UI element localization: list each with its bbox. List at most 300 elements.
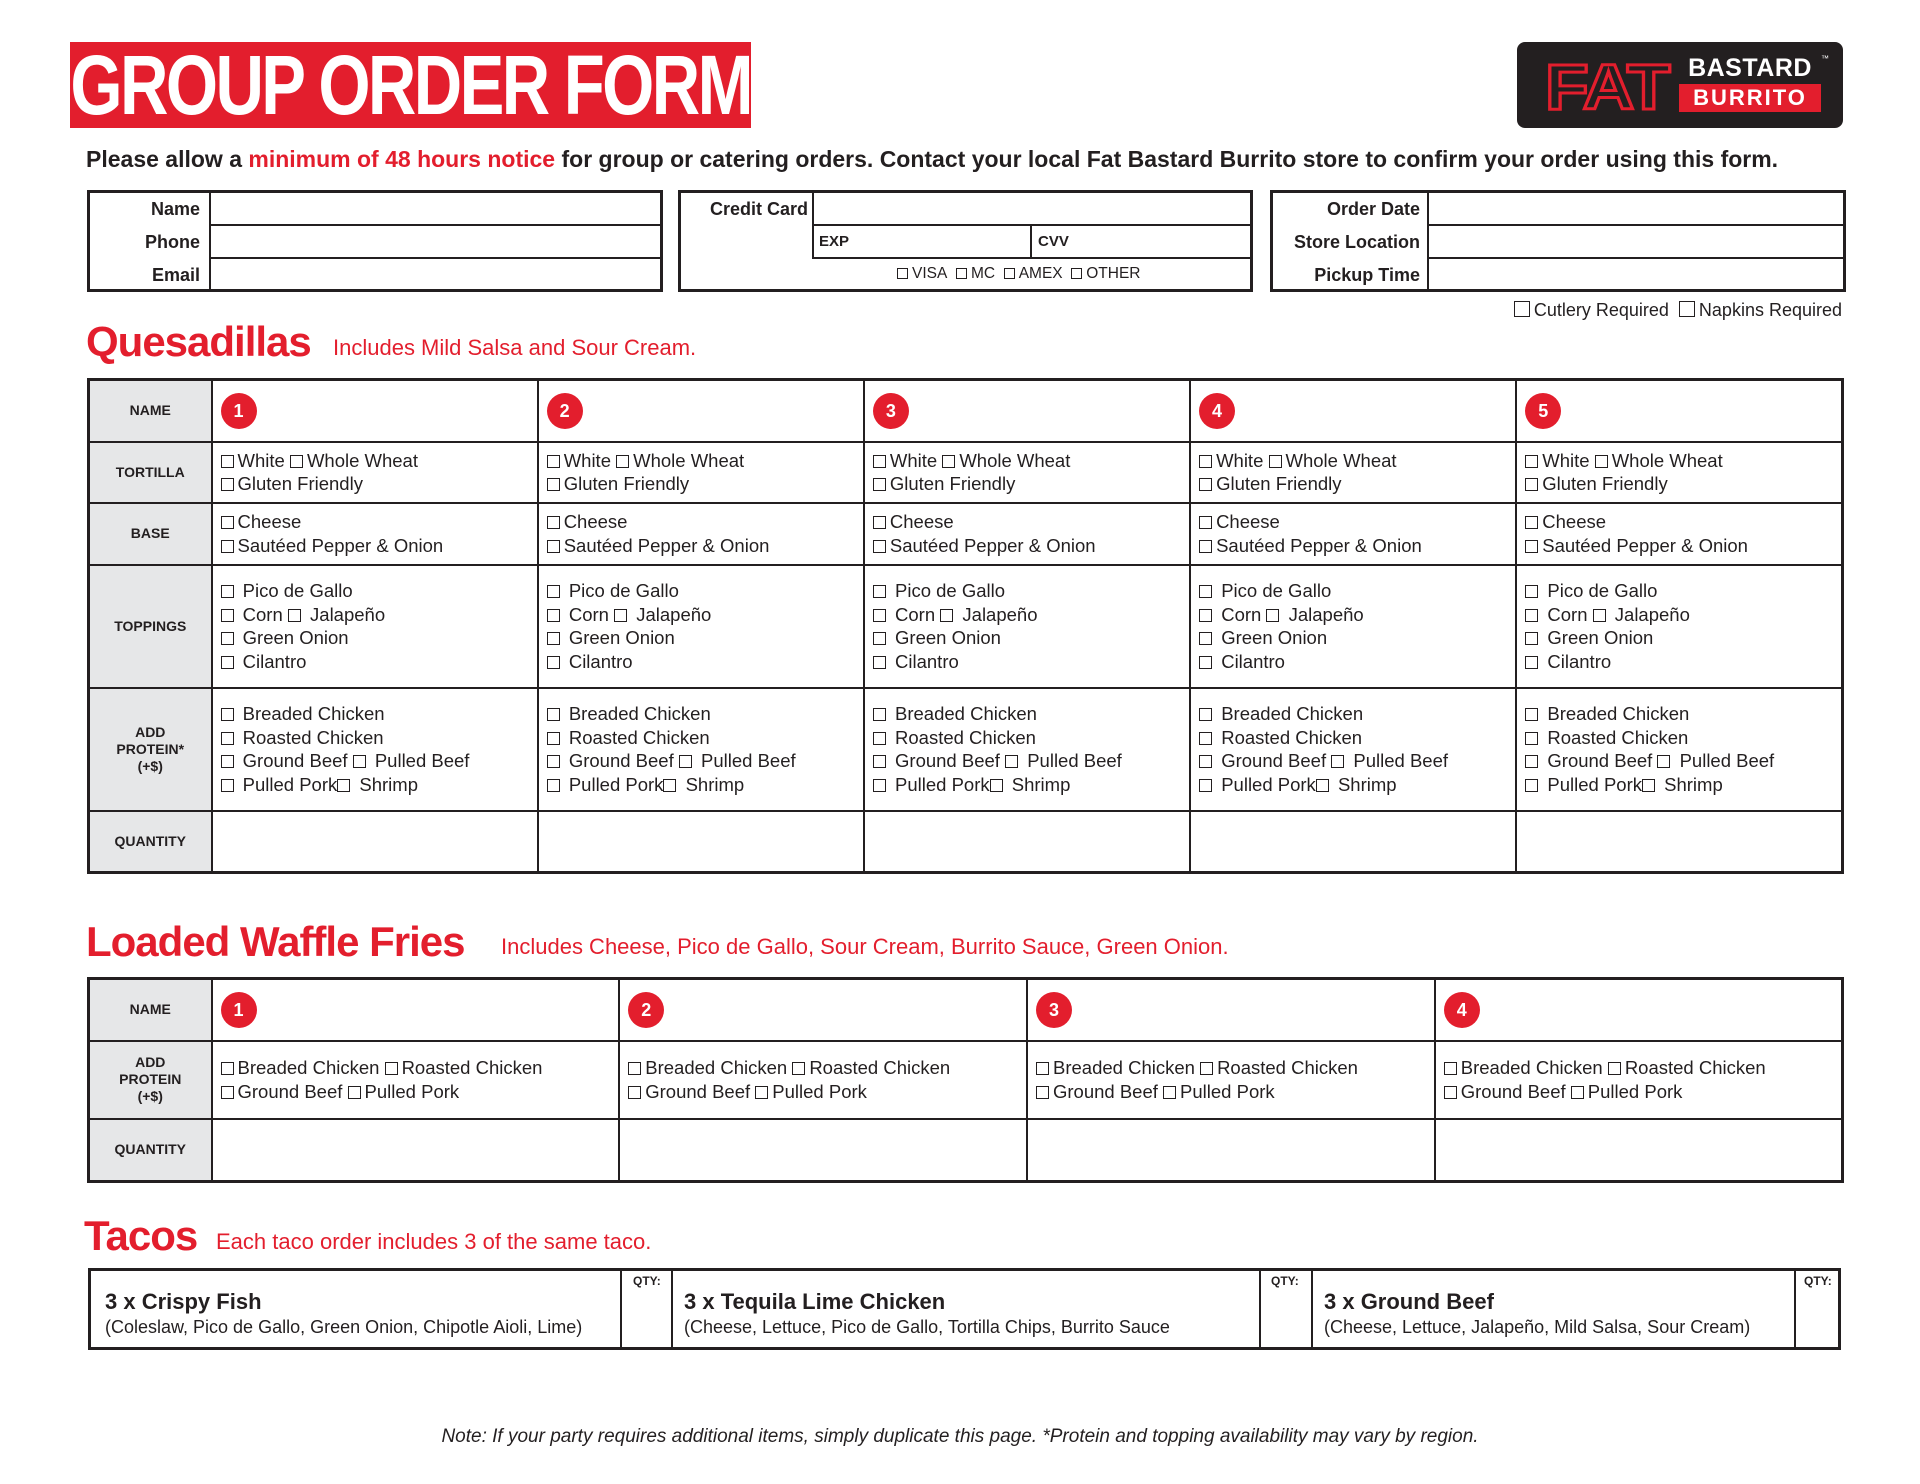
taco-qty-field[interactable] xyxy=(622,1271,660,1347)
row-label-protein-line: PROTEIN* xyxy=(116,740,185,757)
option-green-onion[interactable] xyxy=(1199,627,1327,648)
checkbox-icon[interactable] xyxy=(1005,755,1018,768)
checkbox-icon[interactable] xyxy=(663,779,676,792)
option-pulled-beef[interactable] xyxy=(1331,750,1448,771)
checkbox-icon[interactable] xyxy=(547,609,560,622)
quesadillas-subtitle: Includes Mild Salsa and Sour Cream. xyxy=(333,335,697,360)
option-label: Sautéed Pepper & Onion xyxy=(237,534,444,556)
row-label-name: NAME xyxy=(89,380,212,442)
option-breaded-chicken[interactable] xyxy=(547,703,711,724)
checkbox-icon[interactable] xyxy=(1525,540,1538,553)
checkbox-icon[interactable] xyxy=(616,455,629,468)
option-pico[interactable] xyxy=(873,580,1005,601)
option-pulled-pork[interactable] xyxy=(755,1081,867,1102)
checkbox-icon[interactable] xyxy=(221,609,234,622)
checkbox-icon[interactable] xyxy=(547,540,560,553)
checkbox-icon[interactable] xyxy=(547,516,560,529)
checkbox-icon[interactable] xyxy=(1593,609,1606,622)
option-label: Gluten Friendly xyxy=(237,473,363,494)
checkbox-icon[interactable] xyxy=(1199,540,1212,553)
option-label: Cheese xyxy=(563,511,628,532)
option-white[interactable] xyxy=(873,450,937,471)
email-field[interactable] xyxy=(212,259,660,289)
option-pepper-onion[interactable] xyxy=(547,535,770,556)
row-label-protein-line: (+$) xyxy=(137,1088,163,1104)
option-pepper-onion[interactable] xyxy=(1525,535,1748,556)
checkbox-icon[interactable] xyxy=(1036,1062,1049,1075)
option-green-onion[interactable] xyxy=(221,627,349,648)
store-location-label: Store Location xyxy=(1293,232,1420,252)
napkins-option[interactable] xyxy=(1679,300,1842,320)
checkbox-icon[interactable] xyxy=(290,455,303,468)
option-breaded-chicken[interactable] xyxy=(628,1057,787,1078)
checkbox-icon[interactable] xyxy=(1199,585,1212,598)
checkbox-icon[interactable] xyxy=(1525,708,1538,721)
checkbox-icon[interactable] xyxy=(873,632,886,645)
checkbox-icon[interactable] xyxy=(1525,656,1538,669)
taco-item-name: 3 x Tequila Lime Chicken xyxy=(684,1289,946,1314)
exp-field[interactable] xyxy=(857,226,1027,257)
checkbox-icon[interactable] xyxy=(221,516,234,529)
option-corn[interactable] xyxy=(873,604,935,625)
checkbox-icon[interactable] xyxy=(755,1086,768,1099)
checkbox-icon[interactable] xyxy=(1571,1086,1584,1099)
option-label: White xyxy=(237,449,285,471)
option-pulled-pork[interactable] xyxy=(1525,774,1642,795)
quesadilla-base-row xyxy=(89,503,1843,565)
quesadilla-name-cell[interactable] xyxy=(1516,380,1842,442)
quesadilla-name-cell[interactable] xyxy=(1190,380,1516,442)
option-pepper-onion[interactable] xyxy=(1199,535,1422,556)
checkbox-icon[interactable] xyxy=(348,1086,361,1099)
name-label: Name xyxy=(150,199,200,219)
phone-label: Phone xyxy=(144,232,200,252)
option-ground-beef[interactable] xyxy=(873,750,1000,771)
option-gluten-friendly[interactable] xyxy=(547,473,689,494)
option-label: Roasted Chicken xyxy=(1547,726,1689,748)
checkbox-icon[interactable] xyxy=(547,478,560,491)
quantity-cell[interactable] xyxy=(864,811,1190,873)
option-whole-wheat[interactable] xyxy=(1595,450,1723,471)
option-jalapeno[interactable] xyxy=(1593,604,1690,625)
checkbox-icon[interactable] xyxy=(221,1086,234,1099)
row-label-quantity: QUANTITY xyxy=(89,1119,212,1182)
page-title: GROUP ORDER FORM xyxy=(70,36,751,132)
quesadilla-quantity-row xyxy=(89,811,1843,873)
option-white[interactable] xyxy=(1199,450,1263,471)
qty-label: QTY: xyxy=(1271,1274,1299,1288)
checkbox-icon[interactable] xyxy=(1525,516,1538,529)
quesadilla-name-cell[interactable] xyxy=(864,380,1190,442)
option-roasted-chicken[interactable] xyxy=(221,727,384,748)
card-type-other[interactable] xyxy=(1071,265,1140,282)
pickup-time-label: Pickup Time xyxy=(1314,265,1420,285)
option-white[interactable] xyxy=(221,450,285,471)
checkbox-icon[interactable] xyxy=(873,540,886,553)
option-roasted-chicken[interactable] xyxy=(1525,727,1688,748)
option-breaded-chicken[interactable] xyxy=(873,703,1037,724)
checkbox-icon[interactable] xyxy=(873,585,886,598)
option-cilantro[interactable] xyxy=(1525,651,1611,672)
checkbox-icon[interactable] xyxy=(873,478,886,491)
option-corn[interactable] xyxy=(547,604,609,625)
option-roasted-chicken[interactable] xyxy=(1608,1057,1766,1078)
checkbox-icon[interactable] xyxy=(1199,779,1212,792)
option-cheese[interactable] xyxy=(1525,511,1606,532)
checkbox-icon[interactable] xyxy=(1331,755,1344,768)
checkbox-icon[interactable] xyxy=(792,1062,805,1075)
checkbox-icon[interactable] xyxy=(873,516,886,529)
option-pulled-beef[interactable] xyxy=(679,750,796,771)
option-pepper-onion[interactable] xyxy=(873,535,1096,556)
option-label: Gluten Friendly xyxy=(563,473,690,494)
option-label: Pulled Beef xyxy=(1027,750,1122,771)
checkbox-icon[interactable] xyxy=(221,1062,234,1075)
option-roasted-chicken[interactable] xyxy=(1199,727,1362,748)
checkbox-icon[interactable] xyxy=(385,1062,398,1075)
quantity-cell[interactable] xyxy=(1190,811,1516,873)
checkbox-icon[interactable] xyxy=(873,609,886,622)
option-label: Ground Beef xyxy=(895,750,1000,771)
protein-options-cell xyxy=(1516,688,1842,811)
row-label-protein xyxy=(89,1041,212,1119)
checkbox-icon[interactable] xyxy=(288,609,301,622)
checkbox-icon[interactable] xyxy=(679,755,692,768)
option-label: Breaded Chicken xyxy=(1053,1057,1195,1078)
option-label: Pulled Pork xyxy=(1221,773,1316,795)
option-label: Shrimp xyxy=(1664,773,1723,795)
checkbox-icon[interactable] xyxy=(1525,779,1538,792)
option-label: Pulled Pork xyxy=(568,773,664,795)
option-label: Ground Beef xyxy=(1221,750,1327,771)
checkbox-icon[interactable] xyxy=(221,478,234,491)
option-label: Pulled Pork xyxy=(242,773,338,795)
checkbox-icon[interactable] xyxy=(547,455,560,468)
option-ground-beef[interactable] xyxy=(1036,1081,1158,1102)
checkbox-icon[interactable] xyxy=(547,732,560,745)
option-pulled-beef[interactable] xyxy=(1657,750,1774,771)
checkbox-icon[interactable] xyxy=(221,708,234,721)
taco-item-name: 3 x Crispy Fish xyxy=(105,1289,262,1314)
checkbox-icon[interactable] xyxy=(1163,1086,1176,1099)
quesadilla-name-cell[interactable] xyxy=(538,380,864,442)
option-pico[interactable] xyxy=(547,580,679,601)
option-label: Green Onion xyxy=(1221,627,1328,648)
checkbox-icon[interactable] xyxy=(1525,755,1538,768)
option-label: Sautéed Pepper & Onion xyxy=(563,534,770,556)
quesadillas-table xyxy=(87,378,1844,874)
option-pico[interactable] xyxy=(1199,580,1331,601)
checkbox-icon[interactable] xyxy=(337,779,350,792)
option-jalapeno[interactable] xyxy=(1266,604,1363,625)
option-cilantro[interactable] xyxy=(547,651,633,672)
card-type-amex[interactable] xyxy=(1004,265,1063,282)
base-options-cell xyxy=(1516,503,1842,565)
option-pulled-pork[interactable] xyxy=(1571,1081,1683,1102)
option-label: Cheese xyxy=(237,511,302,532)
option-cilantro[interactable] xyxy=(221,651,307,672)
option-label: Ground Beef xyxy=(1547,750,1653,771)
number-badge-icon: 3 xyxy=(873,393,909,429)
checkbox-icon[interactable] xyxy=(221,732,234,745)
option-pulled-pork[interactable] xyxy=(221,774,338,795)
checkbox-icon[interactable] xyxy=(221,656,234,669)
checkbox-icon[interactable] xyxy=(1525,455,1538,468)
checkbox-icon[interactable] xyxy=(1199,656,1212,669)
checkbox-icon[interactable] xyxy=(1316,779,1329,792)
row-label-quantity: QUANTITY xyxy=(89,811,212,873)
option-gluten-friendly[interactable] xyxy=(1199,473,1341,494)
option-whole-wheat[interactable] xyxy=(1269,450,1397,471)
quantity-cell[interactable] xyxy=(1027,1119,1435,1182)
fries-name-cell[interactable] xyxy=(212,979,620,1041)
option-pico[interactable] xyxy=(1525,580,1657,601)
option-white[interactable] xyxy=(547,450,611,471)
option-jalapeno[interactable] xyxy=(288,604,385,625)
option-shrimp[interactable] xyxy=(1316,774,1397,795)
checkbox-icon[interactable] xyxy=(1642,779,1655,792)
checkbox-icon[interactable] xyxy=(873,656,886,669)
option-shrimp[interactable] xyxy=(990,774,1071,795)
option-label: Pulled Pork xyxy=(895,773,990,795)
checkbox-icon[interactable] xyxy=(1199,732,1212,745)
option-breaded-chicken[interactable] xyxy=(221,703,385,724)
name-field[interactable] xyxy=(212,193,660,224)
option-whole-wheat[interactable] xyxy=(942,450,1070,471)
option-gluten-friendly[interactable] xyxy=(221,473,363,494)
checkbox-icon[interactable] xyxy=(1200,1062,1213,1075)
checkbox-icon[interactable] xyxy=(1444,1086,1457,1099)
option-label: Roasted Chicken xyxy=(1221,726,1363,748)
option-ground-beef[interactable] xyxy=(1199,750,1326,771)
option-cilantro[interactable] xyxy=(1199,651,1285,672)
checkbox-icon[interactable] xyxy=(628,1062,641,1075)
option-ground-beef[interactable] xyxy=(1444,1081,1566,1102)
checkbox-icon[interactable] xyxy=(873,732,886,745)
card-type-visa[interactable] xyxy=(897,265,947,282)
checkbox-icon[interactable] xyxy=(940,609,953,622)
protein-options-cell xyxy=(1027,1041,1435,1119)
option-ground-beef[interactable] xyxy=(221,1081,343,1102)
number-badge-icon: 2 xyxy=(628,992,664,1028)
option-gluten-friendly[interactable] xyxy=(873,473,1015,494)
checkbox-icon[interactable] xyxy=(1199,516,1212,529)
option-green-onion[interactable] xyxy=(547,627,675,648)
checkbox-icon[interactable] xyxy=(873,708,886,721)
option-corn[interactable] xyxy=(221,604,283,625)
checkbox-icon[interactable] xyxy=(1269,455,1282,468)
checkbox-icon[interactable] xyxy=(221,455,234,468)
checkbox-icon[interactable] xyxy=(547,708,560,721)
option-roasted-chicken[interactable] xyxy=(792,1057,950,1078)
checkbox-icon[interactable] xyxy=(547,585,560,598)
checkbox-icon[interactable] xyxy=(1657,755,1670,768)
checkbox-icon[interactable] xyxy=(873,455,886,468)
option-ground-beef[interactable] xyxy=(1525,750,1652,771)
option-pulled-pork[interactable] xyxy=(1163,1081,1275,1102)
fries-protein-row xyxy=(89,1041,1843,1119)
option-ground-beef[interactable] xyxy=(628,1081,750,1102)
checkbox-icon[interactable] xyxy=(1525,732,1538,745)
option-label: Pulled Beef xyxy=(701,750,796,771)
checkbox-icon[interactable] xyxy=(547,656,560,669)
option-roasted-chicken[interactable] xyxy=(385,1057,543,1078)
checkbox-icon[interactable] xyxy=(1525,632,1538,645)
quantity-cell[interactable] xyxy=(619,1119,1027,1182)
option-cheese[interactable] xyxy=(221,511,302,532)
option-shrimp[interactable] xyxy=(1642,774,1723,795)
option-whole-wheat[interactable] xyxy=(616,450,744,471)
quantity-cell[interactable] xyxy=(1435,1119,1843,1182)
cutlery-label: Cutlery Required xyxy=(1533,300,1669,320)
option-label: Cheese xyxy=(1216,511,1280,532)
option-roasted-chicken[interactable] xyxy=(873,727,1036,748)
order-info-box xyxy=(1270,190,1846,292)
option-whole-wheat[interactable] xyxy=(290,450,418,471)
quantity-cell[interactable] xyxy=(1516,811,1842,873)
option-green-onion[interactable] xyxy=(873,627,1001,648)
checkbox-icon[interactable] xyxy=(873,755,886,768)
option-cheese[interactable] xyxy=(547,511,628,532)
checkbox-icon[interactable] xyxy=(628,1086,641,1099)
option-pulled-beef[interactable] xyxy=(1005,750,1122,771)
option-label: Roasted Chicken xyxy=(242,726,384,748)
checkbox-icon[interactable] xyxy=(1199,755,1212,768)
checkbox-icon[interactable] xyxy=(956,268,967,279)
checkbox-icon[interactable] xyxy=(1525,585,1538,598)
option-cheese[interactable] xyxy=(1199,511,1280,532)
fries-name-cell[interactable] xyxy=(1027,979,1435,1041)
checkbox-icon[interactable] xyxy=(221,585,234,598)
option-ground-beef[interactable] xyxy=(221,750,348,771)
option-white[interactable] xyxy=(1525,450,1589,471)
option-label: Whole Wheat xyxy=(1611,449,1723,471)
option-label: Breaded Chicken xyxy=(1547,703,1690,724)
cvv-field[interactable] xyxy=(1079,226,1250,257)
checkbox-icon[interactable] xyxy=(353,755,366,768)
checkbox-icon[interactable] xyxy=(547,632,560,645)
option-breaded-chicken[interactable] xyxy=(1199,703,1363,724)
option-breaded-chicken[interactable] xyxy=(1036,1057,1195,1078)
quantity-cell[interactable] xyxy=(212,1119,620,1182)
phone-field[interactable] xyxy=(212,226,660,257)
option-label: Green Onion xyxy=(1547,627,1654,648)
pickup-time-field[interactable] xyxy=(1430,259,1843,289)
option-label: Green Onion xyxy=(568,627,675,648)
store-location-field[interactable] xyxy=(1430,226,1843,257)
checkbox-icon[interactable] xyxy=(221,755,234,768)
checkbox-icon[interactable] xyxy=(1595,455,1608,468)
option-shrimp[interactable] xyxy=(663,774,744,795)
checkbox-icon[interactable] xyxy=(221,632,234,645)
option-pepper-onion[interactable] xyxy=(221,535,444,556)
option-ground-beef[interactable] xyxy=(547,750,674,771)
checkbox-icon[interactable] xyxy=(1514,301,1530,317)
checkbox-icon[interactable] xyxy=(1199,455,1212,468)
checkbox-icon[interactable] xyxy=(990,779,1003,792)
option-corn[interactable] xyxy=(1525,604,1587,625)
option-cheese[interactable] xyxy=(873,511,954,532)
option-corn[interactable] xyxy=(1199,604,1261,625)
option-breaded-chicken[interactable] xyxy=(1444,1057,1603,1078)
checkbox-icon[interactable] xyxy=(1036,1086,1049,1099)
option-pulled-pork[interactable] xyxy=(348,1081,460,1102)
checkbox-icon[interactable] xyxy=(942,455,955,468)
option-label: Pulled Pork xyxy=(1180,1080,1275,1102)
quantity-cell[interactable] xyxy=(212,811,538,873)
quesadilla-name-cell[interactable] xyxy=(212,380,538,442)
option-pulled-pork[interactable] xyxy=(873,774,990,795)
option-cilantro[interactable] xyxy=(873,651,959,672)
checkbox-icon[interactable] xyxy=(873,779,886,792)
fries-name-cell[interactable] xyxy=(1435,979,1843,1041)
checkbox-icon[interactable] xyxy=(614,609,627,622)
checkbox-icon[interactable] xyxy=(1266,609,1279,622)
checkbox-icon[interactable] xyxy=(221,779,234,792)
number-badge-icon: 3 xyxy=(1036,992,1072,1028)
option-breaded-chicken[interactable] xyxy=(1525,703,1689,724)
card-type-mc[interactable] xyxy=(956,265,995,282)
option-shrimp[interactable] xyxy=(337,774,418,795)
option-label: Pico de Gallo xyxy=(568,580,679,601)
credit-card-field[interactable] xyxy=(815,193,1250,224)
taco-item-desc: (Coleslaw, Pico de Gallo, Green Onion, Chipotle Aioli, Lime) xyxy=(105,1317,583,1337)
option-jalapeno[interactable] xyxy=(940,604,1037,625)
option-label: Gluten Friendly xyxy=(1216,473,1342,494)
checkbox-icon[interactable] xyxy=(221,540,234,553)
row-label-protein-line: (+$) xyxy=(137,757,163,774)
option-breaded-chicken[interactable] xyxy=(221,1057,380,1078)
option-label: Green Onion xyxy=(242,627,349,648)
checkbox-icon[interactable] xyxy=(1525,478,1538,491)
option-pulled-pork[interactable] xyxy=(1199,774,1316,795)
checkbox-icon[interactable] xyxy=(897,268,908,279)
fries-name-cell[interactable] xyxy=(619,979,1027,1041)
checkbox-icon[interactable] xyxy=(547,779,560,792)
checkbox-icon[interactable] xyxy=(1199,478,1212,491)
toppings-options-cell xyxy=(538,565,864,688)
checkbox-icon[interactable] xyxy=(1444,1062,1457,1075)
checkbox-icon[interactable] xyxy=(1071,268,1082,279)
checkbox-icon[interactable] xyxy=(1004,268,1015,279)
option-roasted-chicken[interactable] xyxy=(1200,1057,1358,1078)
checkbox-icon[interactable] xyxy=(1525,609,1538,622)
checkbox-icon[interactable] xyxy=(1199,632,1212,645)
taco-qty-field[interactable] xyxy=(1796,1271,1838,1347)
option-label: Corn xyxy=(1547,603,1588,625)
taco-qty-field[interactable] xyxy=(1261,1271,1309,1347)
card-type-options xyxy=(897,265,1141,283)
quantity-cell[interactable] xyxy=(538,811,864,873)
option-green-onion[interactable] xyxy=(1525,627,1653,648)
option-label: Corn xyxy=(1221,603,1262,625)
order-date-field[interactable] xyxy=(1430,193,1843,224)
checkbox-icon[interactable] xyxy=(1679,301,1695,317)
option-pico[interactable] xyxy=(221,580,353,601)
option-pulled-pork[interactable] xyxy=(547,774,664,795)
option-label: Sautéed Pepper & Onion xyxy=(1216,534,1422,556)
option-roasted-chicken[interactable] xyxy=(547,727,710,748)
quesadilla-protein-row xyxy=(89,688,1843,811)
checkbox-icon[interactable] xyxy=(1608,1062,1621,1075)
checkbox-icon[interactable] xyxy=(547,755,560,768)
checkbox-icon[interactable] xyxy=(1199,609,1212,622)
cutlery-option[interactable] xyxy=(1514,300,1669,320)
option-jalapeno[interactable] xyxy=(614,604,711,625)
option-pulled-beef[interactable] xyxy=(353,750,470,771)
option-gluten-friendly[interactable] xyxy=(1525,473,1667,494)
checkbox-icon[interactable] xyxy=(1199,708,1212,721)
